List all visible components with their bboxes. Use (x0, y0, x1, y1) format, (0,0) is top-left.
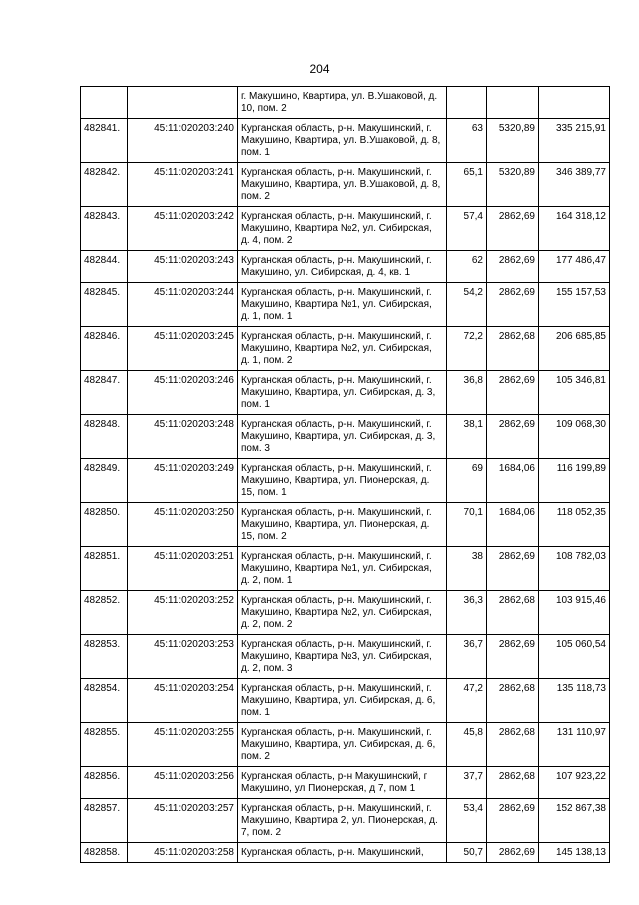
area-cell: 57,4 (447, 207, 487, 251)
table-row (81, 371, 610, 415)
area-cell: 63 (447, 119, 487, 163)
area-cell: 50,7 (447, 843, 487, 863)
row-number-cell: 482853. (81, 635, 128, 679)
address-cell: Курганская область, р-н. Макушинский, г. Макушино, Квартира, ул. Сибирская, д. 3, пом. 3 (238, 415, 447, 459)
area-cell: 47,2 (447, 679, 487, 723)
table-body (81, 87, 610, 863)
address-cell: Курганская область, р-н. Макушинский, г. Макушино, Квартира №1, ул. Сибирская, д. 2, пом. 1 (238, 547, 447, 591)
table-row (81, 327, 610, 371)
table-row (81, 251, 610, 283)
cost-cell: 108 782,03 (539, 547, 610, 591)
address-cell: Курганская область, р-н Макушинский, г Макушино, ул Пионерская, д 7, пом 1 (238, 767, 447, 799)
table-row (81, 679, 610, 723)
area-cell: 45,8 (447, 723, 487, 767)
cadastral-number-cell: 45:11:020203:241 (128, 163, 238, 207)
rate-cell: 2862,69 (487, 207, 539, 251)
rate-cell: 1684,06 (487, 503, 539, 547)
cadastral-number-cell: 45:11:020203:254 (128, 679, 238, 723)
cost-cell: 177 486,47 (539, 251, 610, 283)
cost-cell (539, 87, 610, 119)
address-cell: Курганская область, р-н. Макушинский, г. Макушино, Квартира, ул. Сибирская, д. 3, пом. 1 (238, 371, 447, 415)
row-number-cell: 482851. (81, 547, 128, 591)
address-cell: Курганская область, р-н. Макушинский, г. Макушино, Квартира, ул. Сибирская, д. 6, пом. 2 (238, 723, 447, 767)
table-row (81, 547, 610, 591)
row-number-cell (81, 87, 128, 119)
area-cell: 36,8 (447, 371, 487, 415)
area-cell: 38,1 (447, 415, 487, 459)
rate-cell: 2862,68 (487, 679, 539, 723)
rate-cell: 2862,69 (487, 547, 539, 591)
cadastral-number-cell: 45:11:020203:253 (128, 635, 238, 679)
area-cell: 37,7 (447, 767, 487, 799)
rate-cell: 2862,69 (487, 283, 539, 327)
rate-cell: 5320,89 (487, 119, 539, 163)
table-row (81, 163, 610, 207)
cost-cell: 116 199,89 (539, 459, 610, 503)
row-number-cell: 482855. (81, 723, 128, 767)
cadastral-number-cell: 45:11:020203:255 (128, 723, 238, 767)
cost-cell: 164 318,12 (539, 207, 610, 251)
address-cell: Курганская область, р-н. Макушинский, г. Макушино, ул. Сибирская, д. 4, кв. 1 (238, 251, 447, 283)
rate-cell: 2862,69 (487, 635, 539, 679)
table-row (81, 283, 610, 327)
row-number-cell: 482846. (81, 327, 128, 371)
cadastral-number-cell: 45:11:020203:249 (128, 459, 238, 503)
cost-cell: 346 389,77 (539, 163, 610, 207)
row-number-cell: 482845. (81, 283, 128, 327)
cost-cell: 131 110,97 (539, 723, 610, 767)
area-cell: 72,2 (447, 327, 487, 371)
address-cell: Курганская область, р-н. Макушинский, г. Макушино, Квартира №2, ул. Сибирская, д. 1, пом. 2 (238, 327, 447, 371)
address-cell: Курганская область, р-н. Макушинский, г. Макушино, Квартира №3, ул. Сибирская, д. 2, пом. 3 (238, 635, 447, 679)
table-row (81, 119, 610, 163)
cadastral-number-cell: 45:11:020203:242 (128, 207, 238, 251)
cost-cell: 118 052,35 (539, 503, 610, 547)
row-number-cell: 482857. (81, 799, 128, 843)
address-cell: Курганская область, р-н. Макушинский, г. Макушино, Квартира 2, ул. Пионерская, д. 7, пом. 2 (238, 799, 447, 843)
address-cell: г. Макушино, Квартира, ул. В.Ушаковой, д. 10, пом. 2 (238, 87, 447, 119)
address-cell: Курганская область, р-н. Макушинский, г. Макушино, Квартира №1, ул. Сибирская, д. 1, пом. 1 (238, 283, 447, 327)
table-row (81, 635, 610, 679)
cost-cell: 103 915,46 (539, 591, 610, 635)
row-number-cell: 482848. (81, 415, 128, 459)
row-number-cell: 482847. (81, 371, 128, 415)
rate-cell: 2862,69 (487, 251, 539, 283)
table-row (81, 459, 610, 503)
table-row (81, 503, 610, 547)
rate-cell: 2862,68 (487, 767, 539, 799)
rate-cell: 2862,68 (487, 723, 539, 767)
property-registry-table (80, 86, 610, 863)
page-number: 204 (309, 62, 330, 76)
area-cell: 69 (447, 459, 487, 503)
table-row (81, 87, 610, 119)
cost-cell: 105 060,54 (539, 635, 610, 679)
rate-cell: 2862,69 (487, 843, 539, 863)
table-row (81, 415, 610, 459)
address-cell: Курганская область, р-н. Макушинский, г. Макушино, Квартира №2, ул. Сибирская, д. 4, пом. 2 (238, 207, 447, 251)
row-number-cell: 482844. (81, 251, 128, 283)
cadastral-number-cell: 45:11:020203:245 (128, 327, 238, 371)
table-row (81, 591, 610, 635)
cost-cell: 206 685,85 (539, 327, 610, 371)
address-cell: Курганская область, р-н. Макушинский, г. Макушино, Квартира №2, ул. Сибирская, д. 2, пом. 2 (238, 591, 447, 635)
cost-cell: 109 068,30 (539, 415, 610, 459)
cadastral-number-cell: 45:11:020203:240 (128, 119, 238, 163)
rate-cell: 5320,89 (487, 163, 539, 207)
cadastral-number-cell (128, 87, 238, 119)
cost-cell: 107 923,22 (539, 767, 610, 799)
cadastral-number-cell: 45:11:020203:250 (128, 503, 238, 547)
cost-cell: 335 215,91 (539, 119, 610, 163)
table-row (81, 843, 610, 863)
row-number-cell: 482858. (81, 843, 128, 863)
cadastral-number-cell: 45:11:020203:244 (128, 283, 238, 327)
cadastral-number-cell: 45:11:020203:258 (128, 843, 238, 863)
area-cell: 54,2 (447, 283, 487, 327)
cadastral-number-cell: 45:11:020203:248 (128, 415, 238, 459)
cost-cell: 152 867,38 (539, 799, 610, 843)
rate-cell: 1684,06 (487, 459, 539, 503)
row-number-cell: 482849. (81, 459, 128, 503)
cadastral-number-cell: 45:11:020203:252 (128, 591, 238, 635)
row-number-cell: 482850. (81, 503, 128, 547)
address-cell: Курганская область, р-н. Макушинский, (238, 843, 447, 863)
row-number-cell: 482852. (81, 591, 128, 635)
cadastral-number-cell: 45:11:020203:251 (128, 547, 238, 591)
rate-cell: 2862,68 (487, 591, 539, 635)
rate-cell (487, 87, 539, 119)
cadastral-number-cell: 45:11:020203:243 (128, 251, 238, 283)
area-cell: 38 (447, 547, 487, 591)
rate-cell: 2862,69 (487, 371, 539, 415)
cadastral-number-cell: 45:11:020203:257 (128, 799, 238, 843)
area-cell: 53,4 (447, 799, 487, 843)
cadastral-number-cell: 45:11:020203:256 (128, 767, 238, 799)
address-cell: Курганская область, р-н. Макушинский, г. Макушино, Квартира, ул. Пионерская, д. 15, пом. 2 (238, 503, 447, 547)
table-row (81, 799, 610, 843)
area-cell: 36,3 (447, 591, 487, 635)
cadastral-number-cell: 45:11:020203:246 (128, 371, 238, 415)
table-row (81, 723, 610, 767)
address-cell: Курганская область, р-н. Макушинский, г. Макушино, Квартира, ул. Пионерская, д. 15, пом. 1 (238, 459, 447, 503)
address-cell: Курганская область, р-н. Макушинский, г. Макушино, Квартира, ул. В.Ушаковой, д. 8, пом. 1 (238, 119, 447, 163)
cost-cell: 155 157,53 (539, 283, 610, 327)
cost-cell: 105 346,81 (539, 371, 610, 415)
address-cell: Курганская область, р-н. Макушинский, г. Макушино, Квартира, ул. Сибирская, д. 6, пом. 1 (238, 679, 447, 723)
row-number-cell: 482842. (81, 163, 128, 207)
cost-cell: 145 138,13 (539, 843, 610, 863)
cost-cell: 135 118,73 (539, 679, 610, 723)
row-number-cell: 482841. (81, 119, 128, 163)
area-cell (447, 87, 487, 119)
area-cell: 36,7 (447, 635, 487, 679)
area-cell: 70,1 (447, 503, 487, 547)
area-cell: 65,1 (447, 163, 487, 207)
row-number-cell: 482854. (81, 679, 128, 723)
row-number-cell: 482856. (81, 767, 128, 799)
rate-cell: 2862,69 (487, 415, 539, 459)
row-number-cell: 482843. (81, 207, 128, 251)
rate-cell: 2862,68 (487, 327, 539, 371)
address-cell: Курганская область, р-н. Макушинский, г. Макушино, Квартира, ул. В.Ушаковой, д. 8, пом. 2 (238, 163, 447, 207)
rate-cell: 2862,69 (487, 799, 539, 843)
table-row (81, 207, 610, 251)
area-cell: 62 (447, 251, 487, 283)
table-row (81, 767, 610, 799)
